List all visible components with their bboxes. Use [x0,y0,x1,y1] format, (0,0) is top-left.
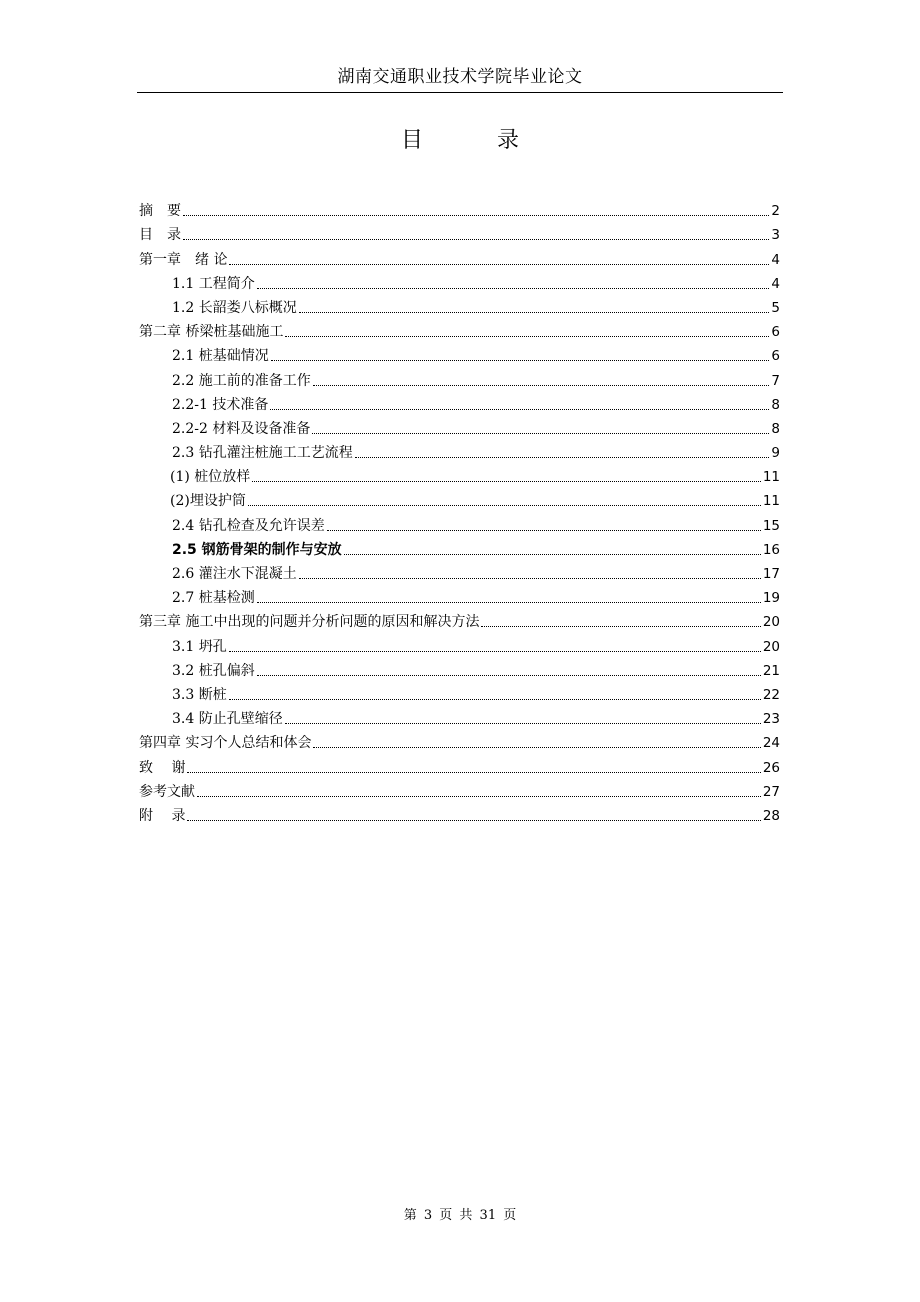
toc-entry[interactable] [139,728,780,752]
toc-entry-label: 第二章 桥梁桩基础施工 [139,324,284,341]
toc-entry[interactable] [139,196,780,220]
toc-entry-page: 24 [762,735,780,752]
toc-entry[interactable] [139,244,780,268]
toc-dot-leader [327,529,761,531]
toc-dot-leader [270,408,769,410]
toc-entry[interactable] [139,801,780,825]
toc-entry[interactable] [139,752,780,776]
toc-entry-page: 9 [771,445,780,462]
toc-entry-page: 20 [762,638,780,655]
toc-entry-label: 3.2 桩孔偏斜 [172,662,255,679]
toc-entry[interactable] [139,317,780,341]
toc-entry[interactable] [139,438,780,462]
toc-dot-leader [271,359,770,361]
toc-entry[interactable] [139,293,780,317]
toc-dot-leader [344,553,761,555]
toc-entry-label: 1.1 工程简介 [172,275,255,292]
toc-dot-leader [197,795,761,797]
toc-entry[interactable] [139,777,780,801]
toc-entry[interactable] [139,704,780,728]
toc-entry-page: 21 [762,662,780,679]
toc-dot-leader [229,698,761,700]
toc-entry-page: 20 [762,614,780,631]
toc-dot-leader [257,287,770,289]
toc-entry-label: 2.4 钻孔检查及允许误差 [172,517,325,534]
toc-entry-label: 第四章 实习个人总结和体会 [139,735,312,752]
toc-dot-leader [187,819,760,821]
page-title: 目 录 [400,128,545,153]
toc-dot-leader [299,311,770,313]
toc-entry-page: 26 [762,759,780,776]
toc-entry-label: 2.2-2 材料及设备准备 [172,420,311,437]
toc-dot-leader [229,650,761,652]
page-footer [0,1206,920,1226]
toc-entry-label: 2.2-1 技术准备 [172,396,269,413]
toc-entry-label: 参考文献 [139,783,195,800]
table-of-contents [139,196,780,825]
toc-dot-leader [355,456,770,458]
toc-entry-page: 16 [762,541,780,558]
toc-entry-page: 27 [762,783,780,800]
toc-entry[interactable] [139,269,780,293]
toc-entry-label: 1.2 长韶娄八标概况 [172,299,297,316]
toc-dot-leader [313,384,770,386]
toc-entry-page: 22 [762,686,780,703]
toc-dot-leader [183,238,769,240]
toc-entry-page: 6 [771,348,780,365]
toc-dot-leader [229,263,769,265]
toc-entry[interactable] [139,462,780,486]
toc-entry[interactable] [139,486,780,510]
toc-entry-label: 2.2 施工前的准备工作 [172,372,311,389]
toc-dot-leader [183,214,769,216]
toc-entry-page: 11 [762,469,780,486]
toc-entry-label: 3.4 防止孔壁缩径 [172,711,283,728]
toc-dot-leader [252,480,761,482]
toc-dot-leader [312,432,769,434]
toc-entry-label: (2)埋设护筒 [170,493,246,510]
toc-dot-leader [313,746,760,748]
header-title: 湖南交通职业技术学院毕业论文 [337,67,583,87]
toc-entry-label: 第一章 绪 论 [139,251,228,268]
toc-dot-leader [187,771,760,773]
toc-entry-label: 第三章 施工中出现的问题并分析问题的原因和解决方法 [139,614,480,631]
toc-entry-label: 2.6 灌注水下混凝土 [172,566,297,582]
page-number: 第 3 页 共 31 页 [403,1208,517,1223]
toc-entry-page: 6 [771,324,780,341]
toc-entry[interactable] [139,535,780,559]
toc-dot-leader [481,625,760,627]
toc-entry[interactable] [139,341,780,365]
toc-entry-label: 摘 要 [139,203,181,220]
toc-entry[interactable] [139,631,780,655]
toc-entry-page: 8 [771,396,780,413]
toc-entry-page: 2 [771,203,780,220]
toc-entry[interactable] [139,220,780,244]
toc-entry-label: 3.1 坍孔 [172,638,227,655]
toc-entry-page: 19 [762,590,780,607]
toc-entry-page: 28 [762,807,780,824]
toc-dot-leader [285,722,761,724]
toc-entry[interactable] [139,414,780,438]
toc-entry-label: 致 谢 [139,759,186,776]
toc-entry-page: 5 [771,299,780,316]
toc-entry-label: 2.7 桩基检测 [172,590,255,607]
toc-entry-label: 2.1 桩基础情况 [172,348,269,365]
toc-entry-page: 17 [762,566,780,582]
toc-entry-label: 2.5 钢筋骨架的制作与安放 [172,541,342,558]
toc-entry-page: 11 [762,493,780,510]
toc-entry[interactable] [139,656,780,680]
toc-entry-label: (1) 桩位放样 [170,469,251,486]
toc-entry-page: 8 [771,420,780,437]
toc-entry-label: 目 录 [139,227,181,244]
toc-entry-page: 15 [762,517,780,534]
toc-dot-leader [248,504,761,506]
toc-dot-leader [285,335,769,337]
toc-dot-leader [257,601,761,603]
toc-entry-label: 附 录 [139,807,186,824]
toc-dot-leader [299,577,761,579]
toc-entry-label: 3.3 断桩 [172,686,227,703]
page-header [137,64,783,93]
toc-entry[interactable] [139,680,780,704]
toc-entry[interactable] [139,607,780,631]
toc-entry-page: 3 [771,227,780,244]
toc-entry-page: 4 [771,251,780,268]
toc-entry[interactable] [139,510,780,534]
toc-entry[interactable] [139,583,780,607]
toc-dot-leader [257,674,761,676]
toc-entry-label: 2.3 钻孔灌注桩施工工艺流程 [172,445,353,462]
toc-entry[interactable] [139,390,780,414]
toc-entry[interactable] [139,365,780,389]
toc-entry-page: 7 [771,372,780,389]
toc-entry[interactable] [139,559,780,583]
toc-entry-page: 23 [762,711,780,728]
toc-entry-page: 4 [771,275,780,292]
